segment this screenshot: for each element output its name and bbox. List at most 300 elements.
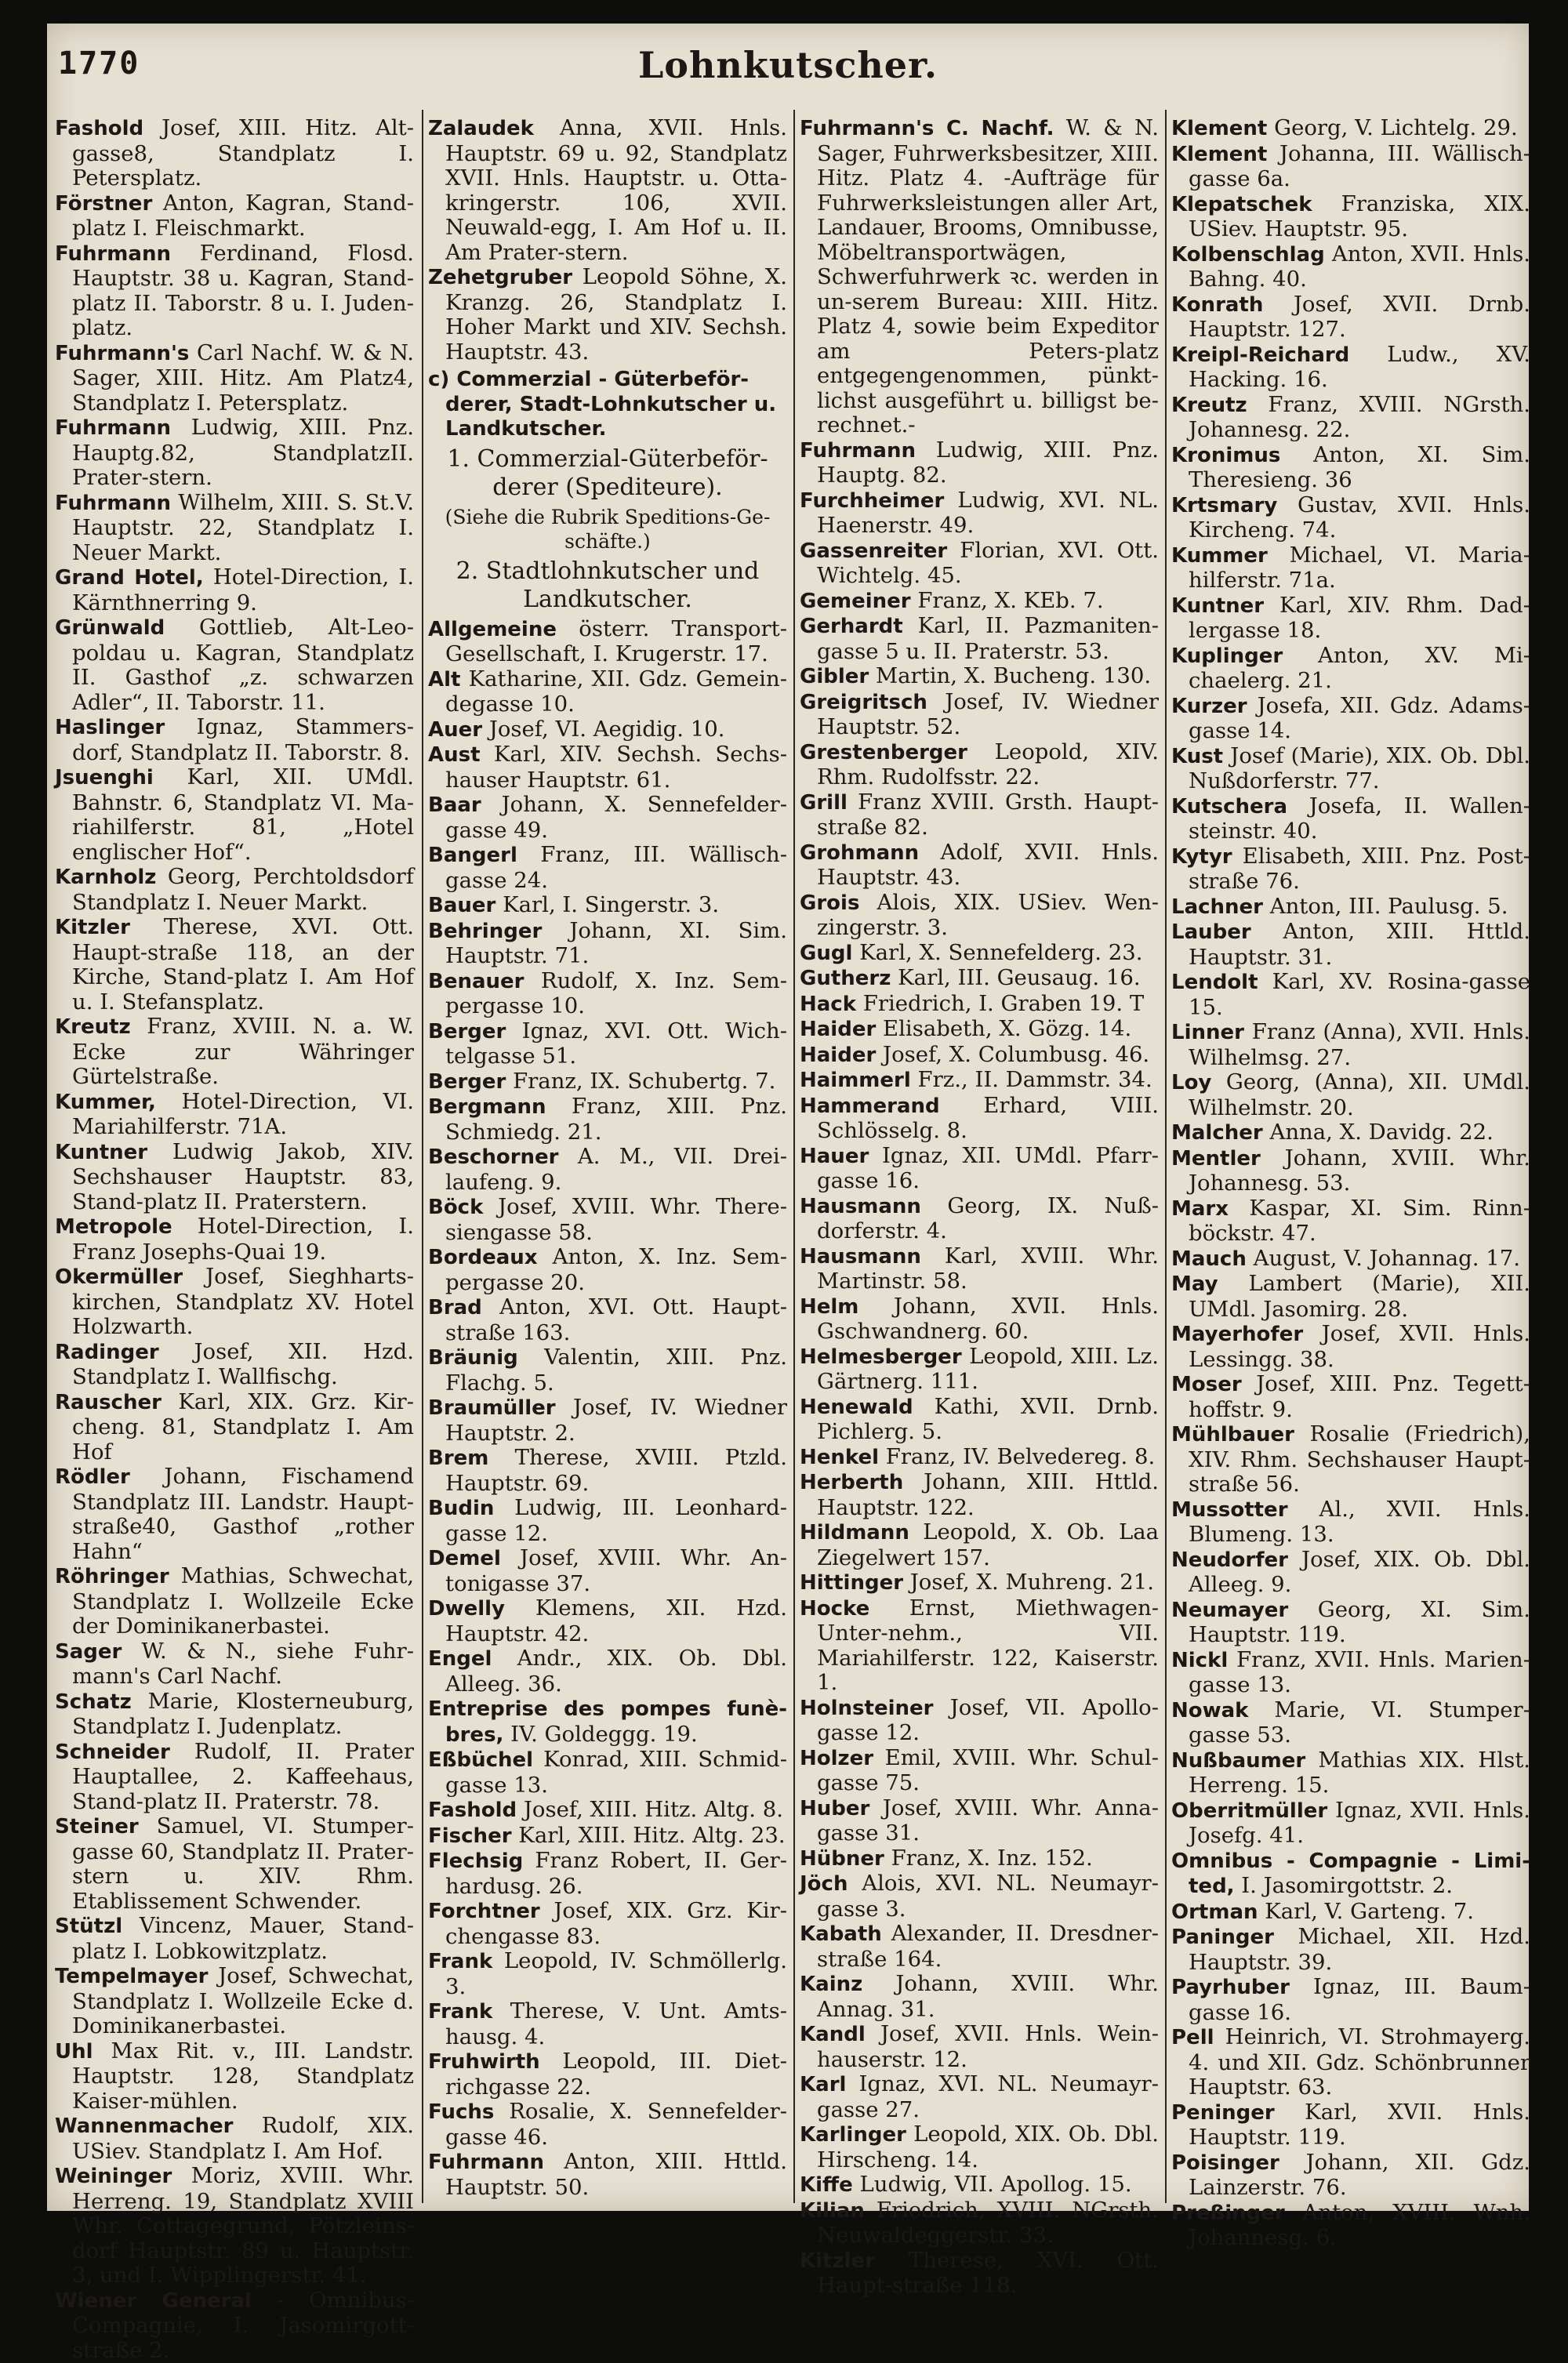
directory-entry xyxy=(428,116,787,265)
directory-entry xyxy=(800,1345,1159,1395)
entry-details: Anton, XVIII. Wnh. Johannesg. 6. xyxy=(1189,2200,1530,2251)
entry-name: Hack xyxy=(800,993,856,1016)
entry-details: Karl, XVIII. Whr. Martinstr. 58. xyxy=(817,1243,1159,1294)
entry-details: Anton, Kagran, Stand-platz I. Fleischmarkt. xyxy=(72,191,414,241)
entry-name: Kust xyxy=(1171,745,1223,768)
entry-details: Marie, Klosterneuburg, Standplatz I. Judenplatz. xyxy=(72,1689,414,1740)
directory-entry xyxy=(1171,1372,1530,1422)
directory-entry xyxy=(800,1395,1159,1445)
entry-details: Ludwig, XVI. NL. Haenerstr. 49. xyxy=(817,488,1159,539)
entry-name: Wiener General xyxy=(55,2289,252,2313)
directory-entry xyxy=(800,840,1159,891)
entry-details: Ignaz, XII. UMdl. Pfarr-gasse 16. xyxy=(817,1143,1159,1194)
directory-entry xyxy=(55,416,414,491)
directory-entry xyxy=(800,1746,1159,1796)
column-3 xyxy=(800,116,1159,2201)
entry-details: Ignaz, XVI. Ott. Wich-telgasse 51. xyxy=(445,1018,787,1069)
entry-details: Ignaz, XVII. Hnls. Josefg. 41. xyxy=(1189,1798,1530,1849)
column-2 xyxy=(428,116,787,2201)
entry-details: Kaspar, XI. Sim. Rinn-böckstr. 47. xyxy=(1189,1196,1530,1247)
entry-name: Kabath xyxy=(800,1922,882,1946)
entry-details: Leopold, IV. Schmöllerlg. 3. xyxy=(445,1948,787,1999)
directory-entry xyxy=(1171,2151,1530,2201)
entry-details: Valentin, XIII. Pnz. Flachg. 5. xyxy=(445,1345,787,1396)
entry-name: Allgemeine xyxy=(428,618,557,641)
entry-details: Karl, XV. Rosina-gasse 15. xyxy=(1189,969,1530,1020)
entry-details: Max Rit. v., III. Landstr. Hauptstr. 128, Standplatz Kaiser-mühlen. xyxy=(72,2038,414,2114)
entry-details: Johann, XII. Gdz. Lainzerstr. 76. xyxy=(1189,2150,1530,2201)
entry-details: Anton, XIII. Httld. Hauptstr. 50. xyxy=(445,2149,787,2200)
entry-name: Klement xyxy=(1171,143,1267,166)
entry-name: Fuhrmann xyxy=(55,242,171,266)
directory-entry xyxy=(1171,1070,1530,1120)
directory-entry xyxy=(800,1068,1159,1094)
directory-entry xyxy=(55,1465,414,1564)
directory-entry xyxy=(800,1294,1159,1345)
entry-details: Wilhelm, XIII. S. St.V. Hauptstr. 22, Standplatz I. Neuer Markt. xyxy=(72,490,414,565)
directory-entry xyxy=(1171,744,1530,794)
entry-name: Kuntner xyxy=(55,1141,147,1164)
entry-details: Ignaz, XVI. NL. Neumayr-gasse 27. xyxy=(817,2071,1159,2122)
directory-entry xyxy=(1171,1849,1530,1900)
entry-details: Anton, III. Paulusg. 5. xyxy=(1263,894,1508,919)
entry-name: Helm xyxy=(800,1295,858,1319)
directory-entry xyxy=(800,941,1159,967)
entry-name: Hausmann xyxy=(800,1195,921,1218)
entry-name: Sager xyxy=(55,1640,122,1664)
directory-entry xyxy=(800,1094,1159,1144)
directory-entry xyxy=(1171,1548,1530,1598)
entry-details: Elisabeth, X. Gözg. 14. xyxy=(876,1016,1131,1041)
entry-details: Frz., II. Dammstr. 34. xyxy=(911,1067,1152,1092)
entry-details: Leopold, XIII. Lz. Gärtnerg. 111. xyxy=(817,1344,1159,1395)
entry-name: Gerhardt xyxy=(800,615,903,638)
directory-entry xyxy=(1171,2025,1530,2100)
entry-name: Nowak xyxy=(1171,1699,1248,1722)
entry-details: Franz, IX. Schubertg. 7. xyxy=(506,1069,775,1094)
directory-entry xyxy=(428,617,787,667)
entry-name: Schneider xyxy=(55,1740,170,1764)
directory-entry xyxy=(1171,292,1530,343)
entry-name: Behringer xyxy=(428,920,542,943)
entry-details: Karl, XVII. Hnls. Hauptstr. 119. xyxy=(1189,2100,1530,2151)
entry-name: Forchtner xyxy=(428,1900,540,1923)
entry-details: Anton, X. Inz. Sem-pergasse 20. xyxy=(445,1244,787,1295)
directory-entry xyxy=(800,589,1159,615)
entry-name: Payrhuber xyxy=(1171,1976,1290,1999)
entry-name: Böck xyxy=(428,1196,483,1219)
entry-name: Lachner xyxy=(1171,895,1263,919)
directory-entry xyxy=(428,1019,787,1069)
directory-entry xyxy=(428,2049,787,2100)
entry-name: Rauscher xyxy=(55,1391,162,1414)
directory-entry xyxy=(55,1564,414,1639)
entry-details: Katharine, XII. Gdz. Gemein-degasse 10. xyxy=(445,666,787,717)
directory-entry xyxy=(55,565,414,615)
entry-details: Karl, XIV. Rhm. Dad-lergasse 18. xyxy=(1189,593,1530,644)
section-heading: (Siehe die Rubrik Speditions-Ge-schäfte.) xyxy=(428,505,787,554)
entry-name: Kilian xyxy=(800,2199,865,2223)
entry-details: A. M., VII. Drei-laufeng. 9. xyxy=(445,1144,787,1195)
entry-name: Pell xyxy=(1171,2026,1214,2049)
entry-details: Therese, XVI. Ott. Haupt-straße 118, an der Kirche, Stand-platz I. Am Hof u. I. Stefansplatz. xyxy=(72,914,414,1015)
entry-details: Elisabeth, XIII. Pnz. Post-straße 76. xyxy=(1189,844,1530,895)
directory-entry xyxy=(1171,1698,1530,1748)
directory-entry xyxy=(800,1696,1159,1746)
entry-details: Marie, VI. Stumper-gasse 53. xyxy=(1189,1697,1530,1748)
entry-details: Rudolf, X. Inz. Sem-pergasse 10. xyxy=(445,968,787,1019)
directory-entry xyxy=(1171,1422,1530,1497)
entry-details: Anton, XVI. Ott. Haupt-straße 163. xyxy=(445,1294,787,1345)
entry-name: Zalaudek xyxy=(428,117,534,140)
entry-name: Bergmann xyxy=(428,1095,546,1119)
entry-details: Karl, XII. UMdl. Bahnstr. 6, Standplatz VI. Ma-riahilferstr. 81, „Hotel englischer Hof“. xyxy=(72,764,414,865)
entry-details: Adolf, XVII. Hnls. Hauptstr. 43. xyxy=(817,840,1159,891)
entry-details: Karl, X. Sennefelderg. 23. xyxy=(852,940,1142,965)
directory-entry xyxy=(428,1949,787,1999)
entry-name: Kiffe xyxy=(800,2173,853,2197)
directory-entry xyxy=(800,539,1159,589)
entry-name: Haslinger xyxy=(55,716,165,739)
entry-details: Franz, XIII. Pnz. Schmiedg. 21. xyxy=(445,1094,787,1145)
directory-entry xyxy=(428,1396,787,1446)
entry-name: Fruhwirth xyxy=(428,2050,540,2074)
entry-name: Grois xyxy=(800,891,859,915)
directory-entry xyxy=(55,1214,414,1265)
entry-name: Karl xyxy=(800,2073,846,2096)
entry-details: Friedrich, I. Graben 19. T xyxy=(856,991,1144,1016)
entry-details: Johann, XVII. Hnls. Gschwandnerg. 60. xyxy=(817,1294,1159,1345)
entry-details: Anton, XVII. Hnls. Bahng. 40. xyxy=(1189,241,1530,292)
entry-name: Flechsig xyxy=(428,1849,523,1873)
entry-name: Kronimus xyxy=(1171,444,1280,467)
entry-details: Josef, XII. Hzd. Standplatz I. Wallfischg. xyxy=(72,1339,414,1390)
entry-details: österr. Transport-Gesellschaft, I. Krugerstr. 17. xyxy=(445,616,787,667)
entry-name: Röhringer xyxy=(55,1565,169,1588)
entry-name: Paninger xyxy=(1171,1926,1274,1949)
directory-entry xyxy=(55,2114,414,2164)
entry-details: Johann, XIII. Httld. Hauptstr. 122. xyxy=(817,1469,1159,1520)
entry-name: Fashold xyxy=(428,1799,517,1822)
column-divider xyxy=(1165,110,1167,2203)
entry-details: Georg, IX. Nuß-dorferstr. 4. xyxy=(817,1193,1159,1244)
directory-entry xyxy=(428,1596,787,1646)
entry-name: Berger xyxy=(428,1070,506,1094)
directory-entry xyxy=(1171,192,1530,242)
entry-name: Gutherz xyxy=(800,967,891,990)
entry-details: Karl, I. Singerstr. 3. xyxy=(495,892,719,917)
directory-entry xyxy=(428,893,787,919)
directory-entry xyxy=(55,1914,414,1964)
entry-details: Anton, XV. Mi-chaelerg. 21. xyxy=(1189,643,1530,694)
directory-entry xyxy=(428,1899,787,1949)
entry-name: Radinger xyxy=(55,1341,159,1364)
entry-details: Vincenz, Mauer, Stand-platz I. Lobkowitzplatz. xyxy=(72,1913,414,1964)
entry-details: Leopold, III. Diet-richgasse 22. xyxy=(445,2049,787,2100)
directory-entry xyxy=(800,1194,1159,1244)
entry-name: Gemeiner xyxy=(800,590,911,613)
directory-entry xyxy=(428,2100,787,2150)
entry-name: Braumüller xyxy=(428,1396,556,1420)
entry-name: Greigritsch xyxy=(800,691,927,714)
directory-entry xyxy=(1171,1648,1530,1698)
entry-name: Hocke xyxy=(800,1597,869,1621)
directory-entry xyxy=(55,1140,414,1215)
directory-entry xyxy=(428,742,787,793)
entry-name: Berger xyxy=(428,1020,506,1044)
directory-entry xyxy=(55,1814,414,1914)
entry-name: Kainz xyxy=(800,1973,862,1996)
directory-entry xyxy=(55,116,414,191)
entry-name: Moser xyxy=(1171,1373,1242,1396)
entry-details: Josef, XVII. Drnb. Hauptstr. 127. xyxy=(1189,292,1530,343)
directory-entry xyxy=(1171,1196,1530,1247)
entry-name: Dwelly xyxy=(428,1597,505,1621)
directory-entry xyxy=(1171,1272,1530,1322)
section-heading: c) Commerzial - Güterbeför-derer, Stadt-Lohnkutscher u. Landkutscher. xyxy=(428,368,787,442)
directory-entry xyxy=(1171,970,1530,1020)
entry-details: Josef, IV. Wiedner Hauptstr. 2. xyxy=(445,1395,787,1446)
entry-name: Budin xyxy=(428,1497,494,1520)
entry-name: Kitzler xyxy=(55,916,130,939)
entry-details: Mathias, Schwechat, Standplatz I. Wollzeile Ecke der Dominikanerbastei. xyxy=(72,1563,414,1639)
directory-entry xyxy=(800,1144,1159,1194)
entry-details: Franz XVIII. Grsth. Haupt-straße 82. xyxy=(817,789,1159,840)
entry-name: Preßinger xyxy=(1171,2201,1285,2225)
entry-details: Josef, Schwechat, Standplatz I. Wollzeile Ecke d. Dominikanerbastei. xyxy=(72,1963,414,2038)
entry-name: Kurzer xyxy=(1171,695,1247,718)
entry-name: Neudorfer xyxy=(1171,1548,1288,1572)
directory-entry xyxy=(55,2289,414,2363)
entry-details: Ludwig, XIII. Pnz. Hauptg. 82. xyxy=(817,437,1159,488)
entry-name: Hauer xyxy=(800,1145,869,1168)
directory-entry xyxy=(1171,393,1530,443)
entry-details: Andr., XIX. Ob. Dbl. Alleeg. 36. xyxy=(445,1646,787,1697)
entry-name: Grill xyxy=(800,791,848,815)
entry-name: Huber xyxy=(800,1797,869,1820)
entry-name: Fashold xyxy=(55,117,143,140)
entry-name: Tempelmayer xyxy=(55,1965,208,1988)
entry-details: Johann, XVIII. Whr. Johannesg. 53. xyxy=(1189,1145,1530,1196)
directory-entry xyxy=(55,1090,414,1140)
entry-name: Bauer xyxy=(428,894,495,917)
entry-name: Hildmann xyxy=(800,1521,909,1544)
entry-details: Josef, XIX. Ob. Dbl. Alleeg. 9. xyxy=(1189,1547,1530,1598)
entry-details: Josef (Marie), XIX. Ob. Dbl. Nußdorferstr. 77. xyxy=(1189,743,1530,794)
entry-name: Helmesberger xyxy=(800,1345,962,1369)
entry-name: Jöch xyxy=(800,1872,848,1896)
entry-name: Kummer xyxy=(1171,544,1268,568)
directory-entry xyxy=(1171,694,1530,744)
entry-details: Ignaz, III. Baum-gasse 16. xyxy=(1189,1974,1530,2025)
entry-details: Hotel-Direction, VI. Mariahilferstr. 71A. xyxy=(72,1089,414,1140)
entry-details: Karl, XIX. Grz. Kir-cheng. 81, Standplatz I. Am Hof xyxy=(72,1389,414,1465)
directory-entry xyxy=(428,1195,787,1245)
entry-details: Leopold Söhne, X. Kranzg. 26, Standplatz I. Hoher Markt und XIV. Sechsh. Hauptstr. 43. xyxy=(445,264,787,365)
directory-entry xyxy=(1171,1598,1530,1648)
entry-details: Ferdinand, Flosd. Hauptstr. 38 u. Kagran, Stand-platz II. Taborstr. 8 u. I. Juden-platz. xyxy=(72,241,414,341)
directory-entry xyxy=(1171,443,1530,493)
directory-entry xyxy=(800,2172,1159,2198)
directory-entry xyxy=(428,265,787,365)
entry-details: Georg, V. Lichtelg. 29. xyxy=(1267,115,1517,140)
entry-details: W. & N. Sager, Fuhrwerksbesitzer, XIII. Hitz. Platz 4. -Aufträge für Fuhrwerksleistungen aller Art, Landauer, Brooms, Omnibusse, Möbeltransportwägen, Schwerfuhrwerk ꝛc. werden in un-serem Bureau: XIII. Hitz. Platz 4, sowie beim Expeditor am Peters-platz entgegengenommen, pünkt-lichst ausgeführt u. billigst be-rechnet.- xyxy=(817,115,1159,437)
entry-details: Josef, Sieghharts-kirchen, Standplatz XV. Hotel Holzwarth. xyxy=(72,1264,414,1339)
entry-details: Ernst, Miethwagen-Unter-nehm., VII. Mariahilferstr. 122, Kaiserstr. 1. xyxy=(817,1595,1159,1696)
entry-name: Kolbenschlag xyxy=(1171,243,1325,267)
entry-name: Klepatschek xyxy=(1171,193,1312,216)
entry-details: Franz, X. Inz. 152. xyxy=(884,1846,1093,1871)
entry-details: Josef, X. Columbusg. 46. xyxy=(876,1042,1149,1067)
entry-name: Nußbaumer xyxy=(1171,1749,1305,1773)
entry-name: Henewald xyxy=(800,1396,913,1419)
directory-entry xyxy=(800,1520,1159,1570)
entry-details: Carl Nachf. W. & N. Sager, XIII. Hitz. Am Platz4, Standplatz I. Petersplatz. xyxy=(72,340,414,416)
directory-entry xyxy=(800,2072,1159,2122)
entry-details: Leopold, XIV. Rhm. Rudolfsstr. 22. xyxy=(817,739,1159,790)
directory-entry xyxy=(428,969,787,1019)
directory-entry xyxy=(1171,543,1530,593)
directory-entry xyxy=(1171,1322,1530,1372)
directory-entry xyxy=(1171,920,1530,970)
entry-details: Leopold, XIX. Ob. Dbl. Hirscheng. 14. xyxy=(817,2122,1159,2172)
entry-name: Demel xyxy=(428,1547,501,1570)
directory-entry xyxy=(800,992,1159,1018)
entry-details: Karl, XIV. Sechsh. Sechs-hauser Hauptstr. 61. xyxy=(445,742,787,793)
entry-details: Rosalie, X. Sennefelder-gasse 46. xyxy=(445,2099,787,2150)
directory-entry xyxy=(428,919,787,969)
entry-name: Holnsteiner xyxy=(800,1697,933,1720)
directory-entry xyxy=(428,1546,787,1596)
entry-details: Alois, XIX. USiev. Wen-zingerstr. 3. xyxy=(817,890,1159,941)
entry-name: Jsuenghi xyxy=(55,766,154,789)
directory-entry xyxy=(1171,2100,1530,2151)
entry-details: Rosalie (Friedrich), XIV. Rhm. Sechshauser Haupt-straße 56. xyxy=(1189,1421,1530,1497)
directory-entry xyxy=(55,615,414,715)
directory-entry xyxy=(428,1245,787,1295)
entry-name: Peninger xyxy=(1171,2101,1275,2125)
entry-details: Josef, XIII. Hitz. Alt-gasse8, Standplatz I. Petersplatz. xyxy=(72,115,414,191)
directory-entry xyxy=(55,1639,414,1690)
entry-details: Josef, VII. Apollo-gasse 12. xyxy=(817,1695,1159,1746)
entry-name: Nickl xyxy=(1171,1649,1228,1672)
entry-details: Josef, XVII. Hnls. Wein-hauserstr. 12. xyxy=(817,2021,1159,2072)
entry-name: Weininger xyxy=(55,2165,172,2188)
entry-name: Rödler xyxy=(55,1465,130,1489)
entry-details: Georg, (Anna), XII. UMdl. Wilhelmstr. 20. xyxy=(1189,1069,1530,1120)
entry-name: Entreprise des pompes funè-bres, xyxy=(428,1697,787,1747)
entry-name: Engel xyxy=(428,1647,492,1671)
entry-name: Fuhrmann xyxy=(55,492,171,515)
entry-name: Hittinger xyxy=(800,1571,903,1595)
entry-details: Rudolf, XIX. USiev. Standplatz I. Am Hof. xyxy=(72,2113,414,2164)
entry-details: Michael, XII. Hzd. Hauptstr. 39. xyxy=(1189,1924,1530,1975)
entry-details: Johann, Fischamend Standplatz III. Landstr. Haupt-straße40, Gasthof „rother Hahn“ xyxy=(72,1464,414,1564)
directory-entry xyxy=(1171,493,1530,543)
entry-name: May xyxy=(1171,1272,1218,1296)
entry-name: Loy xyxy=(1171,1071,1211,1094)
directory-entry xyxy=(800,664,1159,690)
entry-name: Kitzler xyxy=(800,2249,875,2273)
entry-name: Gassenreiter xyxy=(800,539,947,563)
directory-entry xyxy=(1171,1146,1530,1196)
entry-details: Friedrich, XVIII. NGrsth. Neuwaldeggerstr. 33. xyxy=(817,2198,1159,2249)
entry-name: Wannenmacher xyxy=(55,2114,233,2138)
entry-details: Karl, II. Pazmaniten-gasse 5 u. II. Praterstr. 53. xyxy=(817,613,1159,664)
entry-details: Heinrich, VI. Strohmayerg. 4. und XII. Gdz. Schönbrunner Hauptstr. 63. xyxy=(1189,2024,1530,2100)
directory-entry xyxy=(800,1596,1159,1696)
directory-entry xyxy=(800,1244,1159,1294)
entry-details: Franz, XVII. Hnls. Marien-gasse 13. xyxy=(1189,1647,1530,1698)
entry-name: Malcher xyxy=(1171,1121,1263,1145)
entry-name: Bordeaux xyxy=(428,1246,538,1269)
entry-name: Grand Hotel, xyxy=(55,566,204,590)
entry-details: Karl, III. Geusaug. 16. xyxy=(891,965,1140,990)
entry-details: Georg, Perchtoldsdorf Standplatz I. Neuer Markt. xyxy=(72,864,414,915)
directory-entry xyxy=(1171,1748,1530,1799)
entry-name: Lauber xyxy=(1171,920,1251,944)
entry-name: Kytyr xyxy=(1171,845,1232,869)
directory-entry xyxy=(1171,343,1530,393)
directory-entry xyxy=(55,2039,414,2114)
entry-name: Fischer xyxy=(428,1824,512,1848)
entry-name: Metropole xyxy=(55,1215,172,1239)
directory-entry xyxy=(428,1145,787,1195)
directory-entry xyxy=(428,1295,787,1345)
directory-entry xyxy=(428,1748,787,1798)
directory-entry xyxy=(800,1470,1159,1520)
entry-details: Gustav, XVII. Hnls. Kircheng. 74. xyxy=(1189,492,1530,543)
entry-details: Johann, XI. Sim. Hauptstr. 71. xyxy=(445,918,787,969)
entry-details: Georg, XI. Sim. Hauptstr. 119. xyxy=(1189,1597,1530,1648)
directory-entry xyxy=(55,1390,414,1465)
directory-entry xyxy=(428,667,787,717)
entry-name: Mühlbauer xyxy=(1171,1423,1294,1446)
directory-entry xyxy=(800,790,1159,840)
entry-details: Josef, XVII. Hnls. Lessingg. 38. xyxy=(1189,1321,1530,1372)
entry-details: - Omnibus-Compagnie, I. Jasomirgott-straße 2. xyxy=(72,2288,414,2363)
directory-entry xyxy=(1171,1497,1530,1548)
entry-name: Hausmann xyxy=(800,1245,921,1269)
directory-entry xyxy=(428,1069,787,1095)
entry-name: Furchheimer xyxy=(800,489,944,513)
entry-name: Herberth xyxy=(800,1471,903,1494)
entry-details: Alois, XVI. NL. Neumayr-gasse 3. xyxy=(817,1871,1159,1922)
entry-name: Linner xyxy=(1171,1021,1244,1044)
entry-details: Johann, X. Sennefelder-gasse 49. xyxy=(445,792,787,843)
entry-name: Haimmerl xyxy=(800,1069,911,1092)
directory-entry xyxy=(428,1824,787,1849)
entry-details: Franz (Anna), XVII. Hnls. Wilhelmsg. 27. xyxy=(1189,1019,1530,1070)
entry-name: Henkel xyxy=(800,1446,879,1469)
entry-name: Okermüller xyxy=(55,1265,183,1289)
entry-name: Mauch xyxy=(1171,1247,1247,1271)
directory-entry xyxy=(55,191,414,241)
entry-name: Karnholz xyxy=(55,866,156,889)
entry-name: Kuplinger xyxy=(1171,644,1283,668)
entry-details: Ludwig, XIII. Pnz. Hauptg.82, StandplatzII. Prater-stern. xyxy=(72,415,414,490)
entry-details: Ludwig Jakob, XIV. Sechshauser Hauptstr. 83, Stand-platz II. Praterstern. xyxy=(72,1139,414,1214)
entry-details: Hotel-Direction, I. Franz Josephs-Quai 19. xyxy=(72,1214,414,1265)
entry-details: Ludwig, VII. Apollog. 15. xyxy=(853,2172,1132,2197)
directory-entry xyxy=(55,715,414,765)
directory-entry xyxy=(1171,644,1530,694)
entry-details: Ludw., XV. Hacking. 16. xyxy=(1189,342,1530,393)
entry-details: Florian, XVI. Ott. Wichtelg. 45. xyxy=(817,538,1159,589)
entry-details: Franz Robert, II. Ger-hardusg. 26. xyxy=(445,1848,787,1899)
directory-entry xyxy=(55,1265,414,1340)
entry-name: Lendolt xyxy=(1171,971,1258,994)
